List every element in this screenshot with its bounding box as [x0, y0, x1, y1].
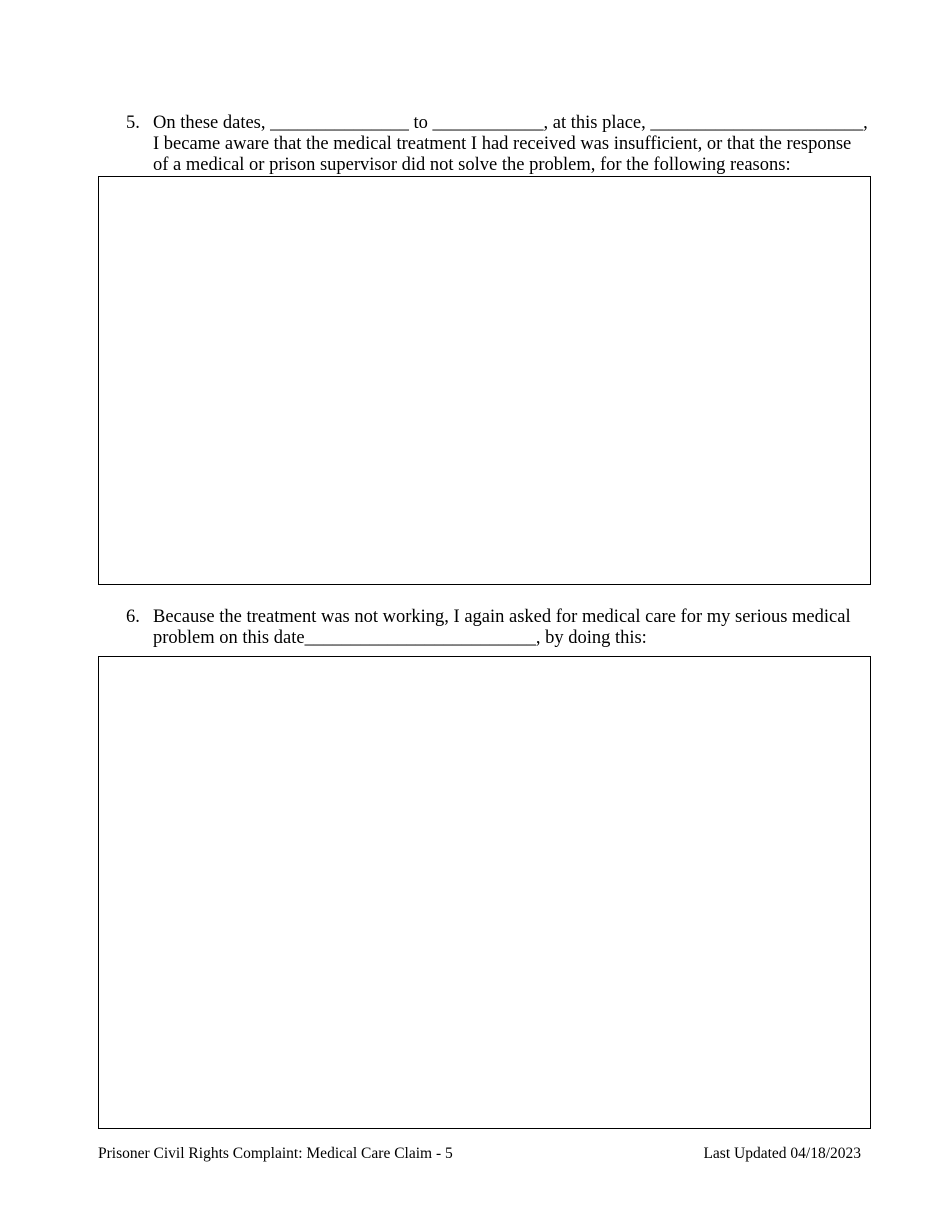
question-5-answer-box[interactable]: [98, 176, 871, 585]
question-6-line-2: problem on this date_________________________, by doing this:: [153, 628, 647, 648]
question-6-line-1: Because the treatment was not working, I again asked for medical care for my serious medical: [153, 607, 851, 627]
footer-title: Prisoner Civil Rights Complaint: Medical Care Claim - 5: [98, 1145, 453, 1162]
question-6-number: 6.: [126, 607, 140, 627]
question-5-number: 5.: [126, 113, 140, 133]
footer-updated-date: Last Updated 04/18/2023: [703, 1145, 861, 1162]
question-5-line-2: I became aware that the medical treatment I had received was insufficient, or that the response: [153, 134, 852, 154]
question-5-line-3: of a medical or prison supervisor did not solve the problem, for the following reasons:: [153, 155, 791, 175]
question-5-line-1: On these dates, _______________ to ____________, at this place, _______________________,: [153, 113, 868, 133]
question-6-answer-box[interactable]: [98, 656, 871, 1129]
question-6: [126, 607, 871, 649]
question-5: [126, 113, 871, 176]
